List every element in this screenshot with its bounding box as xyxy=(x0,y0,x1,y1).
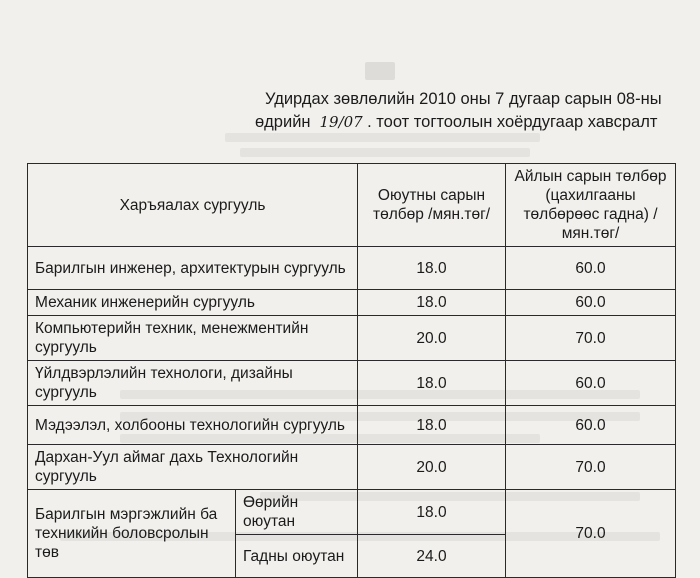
header-school: Харъяалах сургууль xyxy=(28,164,358,247)
student-category: Өөрийн оюутан xyxy=(236,490,358,535)
school-name: Мэдээлэл, холбооны технологийн сургууль xyxy=(28,406,358,445)
header-line-2-prefix: өдрийн xyxy=(255,113,311,131)
fee-table xyxy=(27,163,676,578)
table-row xyxy=(28,247,676,290)
school-name: Компьютерийн техник, менежментийн сургууль xyxy=(28,316,358,361)
table-row xyxy=(28,406,676,445)
school-name: Дархан-Уул аймаг дахь Технологийн сургууль xyxy=(28,445,358,490)
table-row xyxy=(28,290,676,316)
student-fee: 20.0 xyxy=(358,445,506,490)
resolution-number: 19/07 xyxy=(319,113,363,131)
table-row xyxy=(28,445,676,490)
school-name: Барилгын инженер, архитектурын сургууль xyxy=(28,247,358,290)
student-fee: 18.0 xyxy=(358,290,506,316)
student-fee: 18.0 xyxy=(358,247,506,290)
header-line-2-suffix: . тоот тогтоолын хоёрдугаар хавсралт xyxy=(367,113,658,131)
rent-fee: 60.0 xyxy=(506,247,676,290)
bleed-through-mark xyxy=(225,133,540,142)
rent-fee: 70.0 xyxy=(506,445,676,490)
student-fee: 18.0 xyxy=(358,406,506,445)
rent-fee: 60.0 xyxy=(506,406,676,445)
rent-fee: 70.0 xyxy=(506,490,676,578)
rent-fee: 60.0 xyxy=(506,361,676,406)
header-student-fee: Оюутны сарын төлбөр /мян.төг/ xyxy=(358,164,506,247)
school-name: Механик инженерийн сургууль xyxy=(28,290,358,316)
bleed-through-mark xyxy=(365,62,395,80)
table-row xyxy=(28,316,676,361)
rent-fee: 70.0 xyxy=(506,316,676,361)
student-category: Гадны оюутан xyxy=(236,535,358,578)
school-name: Үйлдвэрлэлийн технологи, дизайны сургууль xyxy=(28,361,358,406)
table-row xyxy=(28,361,676,406)
school-name: Барилгын мэргэжлийн ба техникийн боловсролын төв xyxy=(28,490,236,578)
rent-fee: 60.0 xyxy=(506,290,676,316)
table-row xyxy=(28,490,676,535)
header-line-1: Удирдах зөвлөлийн 2010 оны 7 дугаар сарын 08-ны xyxy=(265,90,662,108)
student-fee: 18.0 xyxy=(358,361,506,406)
table-header-row xyxy=(28,164,676,247)
bleed-through-mark xyxy=(240,148,530,157)
header-line-2 xyxy=(255,111,657,134)
header-rent-fee: Айлын сарын төлбөр (цахилгааны төлбөрөөс гадна) /мян.төг/ xyxy=(506,164,676,247)
student-fee: 18.0 xyxy=(358,490,506,535)
student-fee: 20.0 xyxy=(358,316,506,361)
student-fee: 24.0 xyxy=(358,535,506,578)
